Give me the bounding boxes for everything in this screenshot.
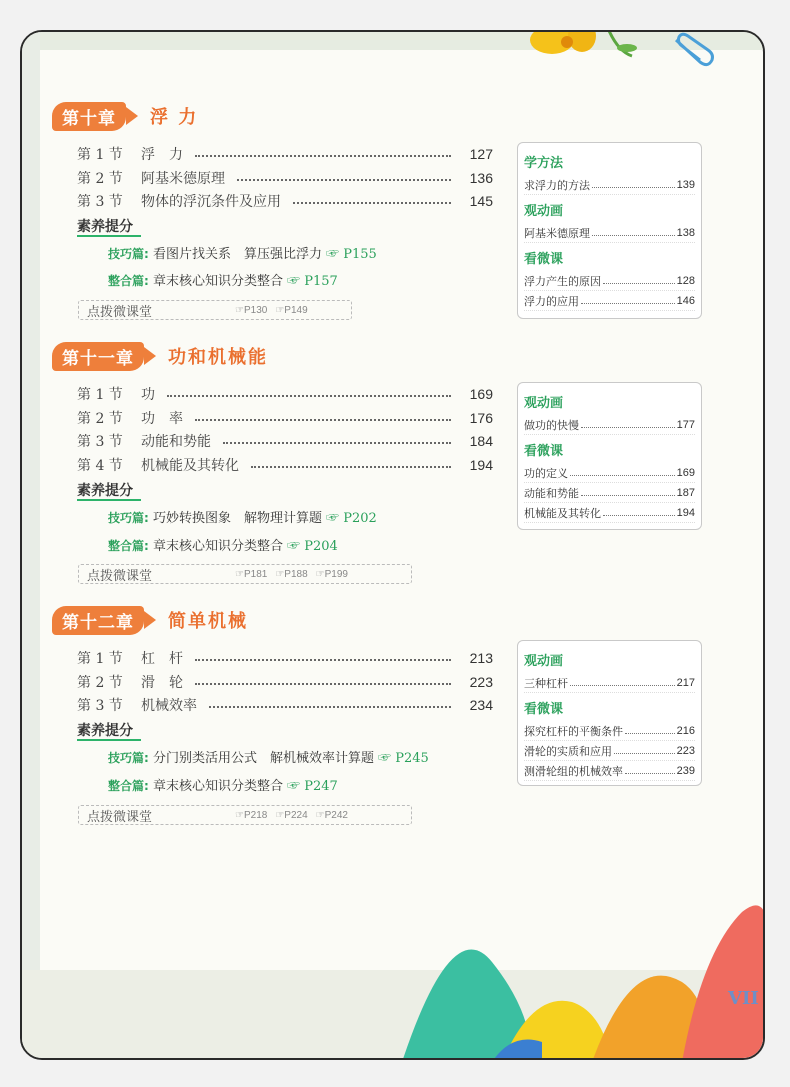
chapter-heading [52,606,248,634]
chapter-title: 浮 力 [150,107,199,128]
toc-row[interactable] [77,671,493,693]
side-item[interactable] [524,761,695,781]
leader-dots [195,155,451,157]
section-page: 127 [469,146,493,162]
leader-dots [625,773,675,774]
suyang-heading: 素养提分 [77,219,133,235]
side-resources-box [517,640,702,786]
side-item[interactable] [524,291,695,311]
section-name: 阿基米德原理 [141,171,225,187]
section-name: 滑 轮 [141,675,183,691]
leader-dots [614,753,675,754]
section-page: 194 [469,457,493,473]
leader-dots [592,235,675,236]
leader-dots [603,515,675,516]
paperclip-icon [670,32,720,72]
chapter-badge: 第十章 [52,102,126,131]
side-item-name: 浮力的应用 [524,294,579,308]
micro-lesson-title: 点拨微课堂 [87,304,153,320]
leader-dots [592,187,675,188]
side-item-name: 测滑轮组的机械效率 [524,764,623,778]
side-group-heading: 看微课 [524,444,564,459]
chapter-title: 功和机械能 [168,347,268,368]
section-number: 第 4 节 [77,458,123,474]
micro-lesson-ref[interactable]: ☞P130 [235,304,268,316]
micro-lesson-bar[interactable] [78,805,412,825]
side-item[interactable] [524,673,695,693]
jiqiao-text: 分门别类活用公式 解机械效率计算题 [152,751,374,766]
side-item-name: 机械能及其转化 [524,506,601,520]
leader-dots [293,202,451,204]
micro-lesson-bar[interactable] [78,564,412,584]
side-item-name: 三种杠杆 [524,676,568,690]
left-decor-strip [22,32,40,1058]
side-item-name: 求浮力的方法 [524,178,590,192]
section-number: 第 1 节 [77,651,123,667]
side-item[interactable] [524,415,695,435]
zhenghe-text: 章末核心知识分类整合 [152,539,283,554]
side-item-name: 功的定义 [524,466,568,480]
suyang-heading: 素养提分 [77,483,133,499]
leader-dots [195,659,451,661]
side-item[interactable] [524,721,695,741]
side-group-heading: 看微课 [524,702,564,717]
section-page: 234 [469,697,493,713]
side-group-heading: 学方法 [524,156,564,171]
leader-dots [625,733,675,734]
side-item-page: 138 [676,226,695,239]
section-name: 机械能及其转化 [141,458,239,474]
section-page: 176 [469,410,493,426]
side-item-name: 浮力产生的原因 [524,274,601,288]
side-resources-box [517,142,702,319]
jiqiao-text: 巧妙转换图象 解物理计算题 [152,511,322,526]
side-item[interactable] [524,503,695,523]
jiqiao-ref: ☞ P245 [378,751,429,766]
leader-dots [581,303,675,304]
section-name: 机械效率 [141,698,197,714]
side-item-page: 177 [676,418,695,431]
section-page: 213 [469,650,493,666]
toc-row[interactable] [77,430,493,452]
side-item-name: 探究杠杆的平衡条件 [524,724,623,738]
side-resources-box [517,382,702,530]
section-name: 物体的浮沉条件及应用 [141,194,281,210]
section-number: 第 3 节 [77,698,123,714]
side-item-name: 滑轮的实质和应用 [524,744,612,758]
side-item-page: 169 [676,466,695,479]
side-item-page: 128 [676,274,695,287]
chapter-badge: 第十一章 [52,342,144,371]
jiqiao-label: 技巧篇: [108,247,149,261]
side-group-heading: 观动画 [524,654,564,669]
suyang-heading: 素养提分 [77,723,133,739]
section-page: 145 [469,193,493,209]
toc-row[interactable] [77,383,493,405]
micro-lesson-ref[interactable]: ☞P199 [315,568,348,580]
section-number: 第 2 节 [77,171,123,187]
section-number: 第 2 节 [77,411,123,427]
side-item[interactable] [524,483,695,503]
page-number: VII [728,988,759,1009]
section-page: 184 [469,433,493,449]
chapter-heading [52,342,268,370]
suyang-underline [77,235,141,237]
side-item[interactable] [524,223,695,243]
toc-row[interactable] [77,190,493,212]
micro-lesson-title: 点拨微课堂 [87,809,153,825]
jiqiao-row[interactable] [108,507,377,526]
leader-dots [237,179,451,181]
micro-lesson-title: 点拨微课堂 [87,568,153,584]
toc-row[interactable] [77,694,493,716]
zhenghe-row[interactable] [108,535,338,554]
section-number: 第 3 节 [77,434,123,450]
jiqiao-ref: ☞ P202 [326,511,377,526]
side-group-heading: 看微课 [524,252,564,267]
section-number: 第 3 节 [77,194,123,210]
leader-dots [581,495,675,496]
leader-dots [603,283,675,284]
section-name: 浮 力 [141,147,183,163]
jiqiao-text: 看图片找关系 算压强比浮力 [152,247,322,262]
zhenghe-ref: ☞ P247 [287,779,338,794]
jiqiao-label: 技巧篇: [108,751,149,765]
leader-dots [195,419,451,421]
side-item[interactable] [524,741,695,761]
side-item[interactable] [524,271,695,291]
zhenghe-row[interactable] [108,270,338,289]
micro-lesson-ref[interactable]: ☞P188 [275,568,308,580]
leader-dots [570,475,675,476]
side-item-page: 146 [676,294,695,307]
chapter-badge: 第十二章 [52,606,144,635]
micro-lesson-ref[interactable]: ☞P218 [235,809,268,821]
jiqiao-row[interactable] [108,243,377,262]
zhenghe-ref: ☞ P204 [287,539,338,554]
section-number: 第 2 节 [77,675,123,691]
micro-lesson-ref[interactable]: ☞P181 [235,568,268,580]
section-name: 杠 杆 [141,651,183,667]
jiqiao-row[interactable] [108,747,429,766]
zhenghe-label: 整合篇: [108,274,149,288]
toc-row[interactable] [77,454,493,476]
micro-lesson-ref[interactable]: ☞P224 [275,809,308,821]
zhenghe-text: 章末核心知识分类整合 [152,779,283,794]
leader-dots [167,395,451,397]
leader-dots [251,466,451,468]
zhenghe-row[interactable] [108,775,338,794]
chapter-heading [52,102,198,130]
micro-lesson-ref[interactable]: ☞P242 [315,809,348,821]
toc-row[interactable] [77,143,493,165]
zhenghe-text: 章末核心知识分类整合 [152,274,283,289]
side-item-page: 223 [676,744,695,757]
leader-dots [223,442,451,444]
section-name: 动能和势能 [141,434,211,450]
chapter-title: 简单机械 [168,611,248,632]
leader-dots [195,683,451,685]
side-item[interactable] [524,175,695,195]
toc-row[interactable] [77,407,493,429]
section-page: 136 [469,170,493,186]
side-item-page: 194 [676,506,695,519]
toc-row[interactable] [77,167,493,189]
zhenghe-label: 整合篇: [108,539,149,553]
side-item-name: 动能和势能 [524,486,579,500]
zhenghe-label: 整合篇: [108,779,149,793]
side-group-heading: 观动画 [524,204,564,219]
toc-row[interactable] [77,647,493,669]
side-item-name: 阿基米德原理 [524,226,590,240]
side-item-page: 216 [676,724,695,737]
side-item-page: 187 [676,486,695,499]
leader-dots [581,427,675,428]
micro-lesson-bar[interactable] [78,300,352,320]
suyang-underline [77,739,141,741]
side-item[interactable] [524,463,695,483]
section-number: 第 1 节 [77,387,123,403]
jiqiao-label: 技巧篇: [108,511,149,525]
section-name: 功 [141,387,155,403]
bottom-shapes-decoration [382,892,765,1060]
side-item-page: 239 [676,764,695,777]
side-group-heading: 观动画 [524,396,564,411]
leader-dots [209,706,451,708]
side-item-name: 做功的快慢 [524,418,579,432]
micro-lesson-ref[interactable]: ☞P149 [275,304,308,316]
section-number: 第 1 节 [77,147,123,163]
section-name: 功 率 [141,411,183,427]
suyang-underline [77,499,141,501]
zhenghe-ref: ☞ P157 [287,274,338,289]
section-page: 169 [469,386,493,402]
side-item-page: 217 [676,676,695,689]
section-page: 223 [469,674,493,690]
side-item-page: 139 [676,178,695,191]
jiqiao-ref: ☞ P155 [326,247,377,262]
leader-dots [570,685,675,686]
